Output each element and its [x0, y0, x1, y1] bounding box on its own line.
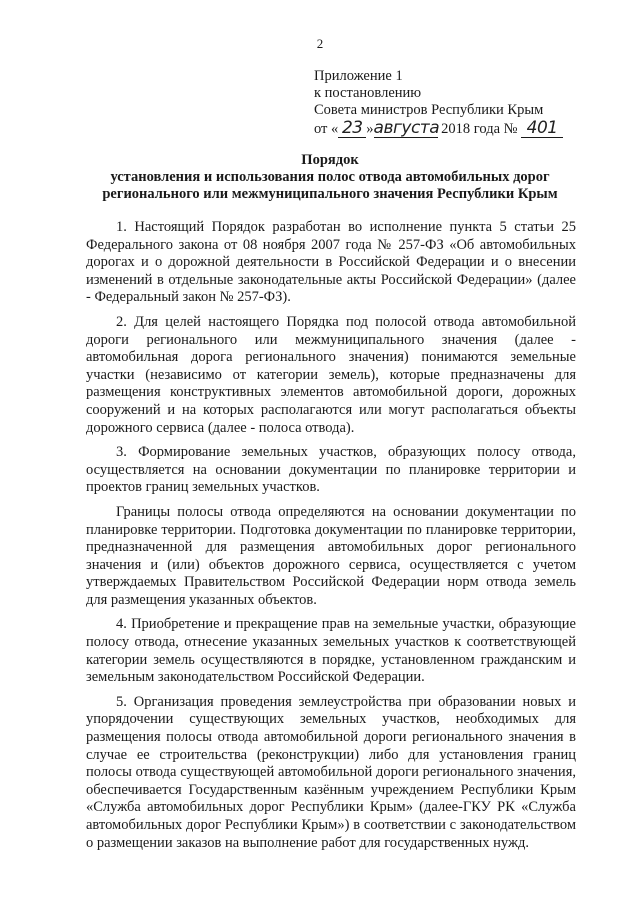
date-month-field	[374, 120, 438, 138]
date-year: 2018 года №	[441, 121, 518, 137]
title-subtitle-line-2: регионального или межмуниципального значения Республики Крым	[102, 186, 558, 202]
document-title	[60, 152, 600, 203]
paragraph-3-continued: Границы полосы отвода определяются на основании документации по планировке территории. Подготовка документации по планировке территории, предназначенной для размещения автомобильных дорог регионального значения и (или) объектов дорожного сервиса, осуществляется с учетом утверждаемых Правительством Российской Федерации норм отвода земель для размещения указанных объектов.	[86, 503, 576, 608]
appendix-line-1: Приложение 1	[314, 68, 403, 84]
paragraph-2: 2. Для целей настоящего Порядка под полосой отвода автомобильной дороги регионального или межмуниципального значения (далее - автомобильная дорога регионального значения) понимаются земельные участки (независимо от категории земель), которые предназначены для размещения конструктивных элементов автомобильной дороги, дорожных сооружений и на которых располагаются или могут располагаться объекты дорожного сервиса (далее - полоса отвода).	[86, 313, 576, 436]
paragraph-5: 5. Организация проведения землеустройства при образовании новых и упорядочении существующих земельных участков, необходимых для размещения полосы отвода автомобильной дороги регионального значения в случае ее строительства (реконструкции) либо для установления границ полосы отвода существующей автомобильной дороги регионального значения, обеспечивается Государственным казённым учреждением Республики Крым «Служба автомобильных дорог Республики Крым» (далее-ГКУ РК «Служба автомобильных дорог Республики Крым») в соответствии с законодательством о размещении заказов на выполнение работ для государственных нужд.	[86, 693, 576, 851]
appendix-block	[314, 68, 614, 140]
handwritten-day: 23	[341, 118, 363, 138]
handwritten-number: 401	[526, 118, 558, 138]
title-main: Порядок	[301, 152, 359, 168]
doc-number-field	[521, 120, 563, 138]
appendix-line-3: Совета министров Республики Крым	[314, 102, 544, 118]
date-prefix: от «	[314, 121, 339, 137]
handwritten-month: августа	[373, 118, 440, 138]
page-number: 2	[316, 36, 324, 51]
paragraph-1: 1. Настоящий Порядок разработан во исполнение пункта 5 статьи 25 Федерального закона от 08 ноября 2007 года № 257-ФЗ «Об автомобильных дорогах и о дорожной деятельности в Российской Федерации и о внесении изменений в отдельные законодательные акты Российской Федерации» (далее - Федеральный закон № 257-ФЗ).	[86, 219, 576, 306]
paragraph-4: 4. Приобретение и прекращение прав на земельные участки, образующие полосу отвода, отнесение указанных земельных участков к соответствующей категории земель осуществляются в порядке, установленном гражданским и земельным законодательством Российской Федерации.	[86, 616, 576, 686]
date-quote-close: »	[366, 121, 374, 137]
paragraph-3: 3. Формирование земельных участков, образующих полосу отвода, осуществляется на основании документации по планировке территории и проектов границ земельных участков.	[86, 444, 576, 496]
appendix-line-2: к постановлению	[314, 85, 422, 101]
title-subtitle-line-1: установления и использования полос отвода автомобильных дорог	[110, 169, 550, 185]
date-day-field	[338, 120, 366, 138]
appendix-date-line	[314, 120, 614, 140]
document-body	[86, 219, 576, 857]
